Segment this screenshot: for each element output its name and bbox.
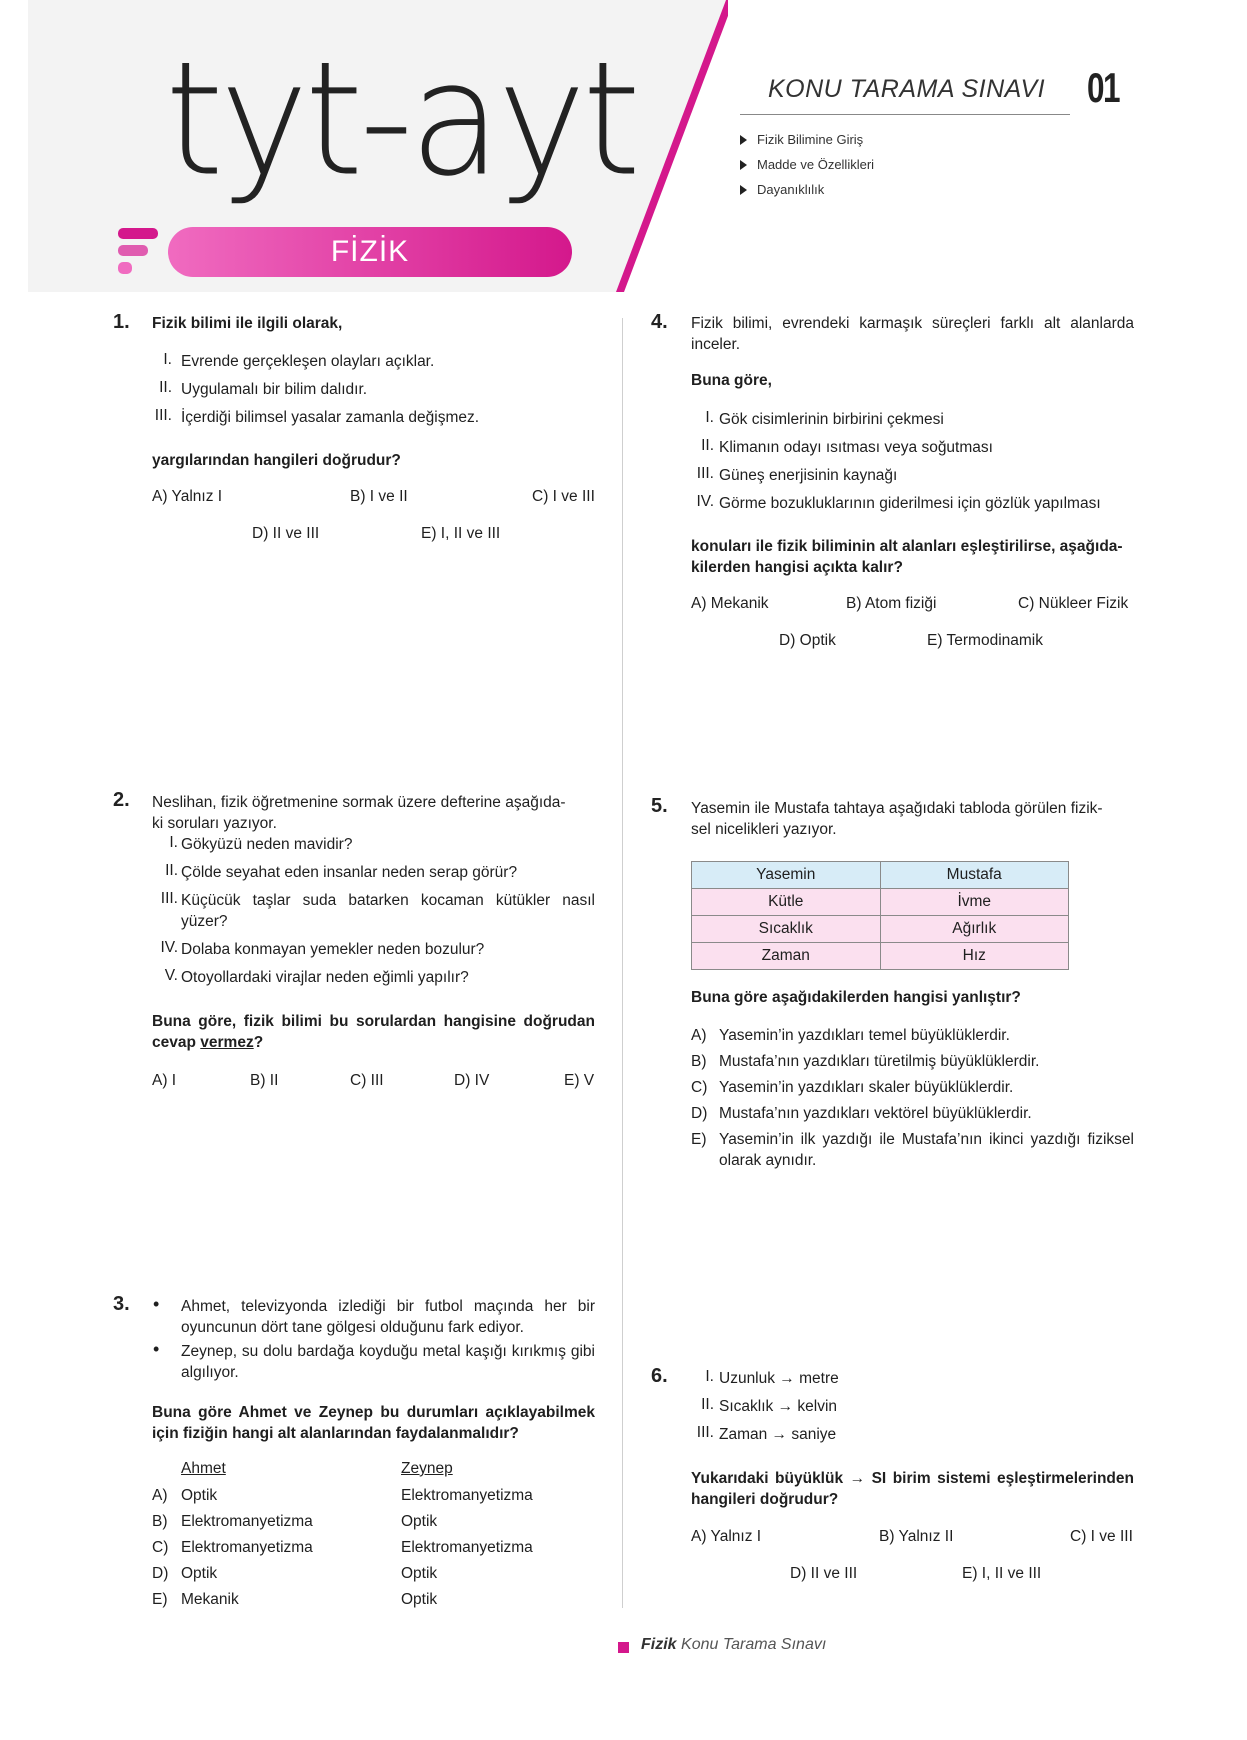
answer-option[interactable]: D) II ve III (252, 525, 320, 542)
triangle-bullet-icon (740, 160, 747, 170)
f-logo-icon (118, 228, 160, 276)
option-letter[interactable]: D) (691, 1105, 708, 1122)
question-1-stem: Fizik bilimi ile ilgili olarak, (152, 315, 343, 332)
bullet-text: Ahmet, televizyonda izlediği bir futbol maçında her bir oyuncunun dört tane gölgesi olduğunu fark ediyor. (181, 1298, 595, 1336)
question-5-stem: sel nicelikleri yazıyor. (691, 821, 837, 838)
footer-square-icon (618, 1642, 629, 1653)
answer-option[interactable]: A) Mekanik (691, 595, 769, 612)
item-numeral: I. (705, 1368, 714, 1385)
option-letter[interactable]: C) (152, 1539, 169, 1556)
option-letter[interactable]: A) (152, 1487, 168, 1504)
answer-option[interactable]: E) I, II ve III (421, 525, 501, 542)
table-row (692, 943, 1069, 970)
table-header-row (692, 862, 1069, 889)
column-divider (622, 318, 623, 1608)
item-text: Gökyüzü neden mavidir? (181, 836, 353, 853)
answer-option[interactable]: C) Nükleer Fizik (1018, 595, 1129, 612)
answer-option[interactable]: C) I ve III (1070, 1528, 1133, 1545)
table-cell: İvme (880, 889, 1069, 916)
item-numeral: II. (165, 862, 178, 879)
footer-label: Fizik Konu Tarama Sınavı (641, 1636, 827, 1653)
bullet-icon: • (153, 1339, 160, 1359)
table-row (692, 889, 1069, 916)
bullet-text: Zeynep, su dolu bardağa koyduğu metal kaşığı kırıkmış gibi algılıyor. (181, 1343, 595, 1381)
answer-option[interactable]: C) III (350, 1072, 384, 1089)
bullet-icon: • (153, 1294, 160, 1314)
item-numeral: V. (164, 967, 178, 984)
item-numeral: III. (160, 890, 178, 907)
option-zeynep: Elektromanyetizma (401, 1487, 533, 1504)
question-4-number: 4. (651, 311, 668, 333)
question-2-stem: ki soruları yazıyor. (152, 815, 277, 832)
triangle-bullet-icon (740, 135, 747, 145)
answer-option[interactable]: A) Yalnız I (691, 1528, 762, 1545)
question-3-prompt: Buna göre Ahmet ve Zeynep bu durumları açıklayabilmek için fiziğin hangi alt alanlarından faydalanmalıdır? (152, 1404, 595, 1442)
answer-option[interactable]: E) I, II ve III (962, 1565, 1042, 1582)
question-2-prompt: Buna göre, fizik bilimi bu sorulardan hangisine doğrudan cevap vermez? (152, 1013, 595, 1051)
topic-item: Madde ve Özellikleri (740, 152, 874, 177)
item-numeral: I. (163, 351, 172, 368)
question-4-stem: Fizik bilimi, evrendeki karmaşık süreçleri farklı alt alanlarda inceler. (691, 315, 1134, 353)
option-zeynep: Optik (401, 1513, 438, 1530)
item-text: Çölde seyahat eden insanlar neden serap görür? (181, 864, 518, 881)
question-5-prompt: Buna göre aşağıdakilerden hangisi yanlıştır? (691, 989, 1021, 1006)
topic-item: Dayanıklılık (740, 177, 874, 202)
answer-option[interactable]: A) I (152, 1072, 177, 1089)
item-text: Dolaba konmayan yemekler neden bozulur? (181, 941, 485, 958)
question-1-number: 1. (113, 311, 130, 333)
table-cell: Kütle (692, 889, 881, 916)
question-4-prompt: kilerden hangisi açıkta kalır? (691, 559, 903, 576)
answer-option[interactable]: B) Yalnız II (879, 1528, 954, 1545)
answer-option[interactable]: D) IV (454, 1072, 490, 1089)
item-text: Uygulamalı bir bilim dalıdır. (181, 381, 368, 398)
answer-option[interactable]: D) Optik (779, 632, 836, 649)
answer-option[interactable]: B) II (250, 1072, 279, 1089)
table-row (692, 916, 1069, 943)
question-3-number: 3. (113, 1293, 130, 1315)
triangle-bullet-icon (740, 185, 747, 195)
item-numeral: I. (705, 409, 714, 426)
option-text: Yasemin’in ilk yazdığı ile Mustafa’nın ikinci yazdığı fiziksel olarak aynıdır. (719, 1131, 1134, 1169)
answer-option[interactable]: E) Termodinamik (927, 632, 1044, 649)
option-zeynep: Optik (401, 1591, 438, 1608)
table-header-cell: Yasemin (692, 862, 881, 889)
subject-banner: FİZİK (168, 227, 572, 277)
table-cell: Ağırlık (880, 916, 1069, 943)
option-text: Yasemin’in yazdıkları skaler büyüklüklerdir. (719, 1079, 1014, 1096)
item-numeral: III. (696, 1424, 714, 1441)
answer-option[interactable]: B) I ve II (350, 488, 408, 505)
item-text: Gök cisimlerinin birbirini çekmesi (719, 411, 944, 428)
item-numeral: IV. (696, 493, 714, 510)
item-text: Otoyollardaki virajlar neden eğimli yapılır? (181, 969, 469, 986)
question-1-prompt: yargılarından hangileri doğrudur? (152, 452, 401, 469)
item-text: Zaman → saniye (719, 1426, 837, 1443)
option-zeynep: Optik (401, 1565, 438, 1582)
table-cell: Sıcaklık (692, 916, 881, 943)
option-letter[interactable]: E) (152, 1591, 168, 1608)
exam-title: KONU TARAMA SINAVI (768, 75, 1046, 103)
option-letter[interactable]: E) (691, 1131, 707, 1148)
column-head-zeynep: Zeynep (401, 1460, 453, 1477)
option-ahmet: Optik (181, 1565, 218, 1582)
question-6-prompt: Yukarıdaki büyüklük → SI birim sistemi eşleştirmelerinden hangileri doğrudur? (691, 1470, 1134, 1508)
question-6-number: 6. (651, 1365, 668, 1387)
table-cell: Hız (880, 943, 1069, 970)
answer-option[interactable]: E) V (564, 1072, 595, 1089)
table-cell: Zaman (692, 943, 881, 970)
item-text: Evrende gerçekleşen olayları açıklar. (181, 353, 435, 370)
answer-option[interactable]: A) Yalnız I (152, 488, 223, 505)
table-header-cell: Mustafa (880, 862, 1069, 889)
question-5-number: 5. (651, 795, 668, 817)
negation-emphasis: vermez (200, 1034, 254, 1051)
option-text: Mustafa’nın yazdıkları vektörel büyüklüklerdir. (719, 1105, 1032, 1122)
option-zeynep: Elektromanyetizma (401, 1539, 533, 1556)
question-5-stem: Yasemin ile Mustafa tahtaya aşağıdaki tabloda görülen fizik- (691, 800, 1103, 817)
item-numeral: II. (701, 437, 714, 454)
item-numeral: II. (159, 379, 172, 396)
title-underline (740, 114, 1070, 115)
option-letter[interactable]: B) (152, 1513, 168, 1530)
option-ahmet: Mekanik (181, 1591, 239, 1608)
answer-option[interactable]: D) II ve III (790, 1565, 858, 1582)
item-text: Küçücük taşlar suda batarken kocaman kütükler nasıl yüzer? (181, 892, 595, 930)
topic-item: Fizik Bilimine Giriş (740, 127, 874, 152)
answer-option[interactable]: B) Atom fiziği (846, 595, 937, 612)
quantities-table (691, 861, 1069, 970)
item-numeral: II. (701, 1396, 714, 1413)
option-letter[interactable]: D) (152, 1565, 169, 1582)
item-text: Güneş enerjisinin kaynağı (719, 467, 898, 484)
item-numeral: I. (169, 834, 178, 851)
answer-option[interactable]: C) I ve III (532, 488, 595, 505)
option-ahmet: Elektromanyetizma (181, 1539, 313, 1556)
column-head-ahmet: Ahmet (181, 1460, 226, 1477)
question-4-prompt: konuları ile fizik biliminin alt alanları eşleştirilirse, aşağıda- (691, 538, 1123, 555)
topic-list (740, 127, 874, 202)
option-ahmet: Optik (181, 1487, 218, 1504)
item-text: İçerdiği bilimsel yasalar zamanla değişmez. (181, 409, 480, 426)
question-2-number: 2. (113, 789, 130, 811)
item-text: Sıcaklık → kelvin (719, 1398, 838, 1415)
item-numeral: III. (696, 465, 714, 482)
option-text: Mustafa’nın yazdıkları türetilmiş büyüklüklerdir. (719, 1053, 1040, 1070)
option-letter[interactable]: C) (691, 1079, 708, 1096)
item-numeral: IV. (160, 939, 178, 956)
option-ahmet: Elektromanyetizma (181, 1513, 313, 1530)
item-text: Klimanın odayı ısıtması veya soğutması (719, 439, 993, 456)
question-2-stem: Neslihan, fizik öğretmenine sormak üzere defterine aşağıda- (152, 794, 566, 811)
item-numeral: III. (154, 407, 172, 424)
question-4-lead: Buna göre, (691, 372, 772, 389)
item-text: Uzunluk → metre (719, 1370, 839, 1387)
exam-number: 01 (1087, 64, 1120, 111)
item-text: Görme bozukluklarının giderilmesi için gözlük yapılması (719, 495, 1101, 512)
option-text: Yasemin’in yazdıkları temel büyüklüklerdir. (719, 1027, 1010, 1044)
option-letter[interactable]: B) (691, 1053, 707, 1070)
brand-logo: tyt-ayt (165, 28, 638, 212)
option-letter[interactable]: A) (691, 1027, 707, 1044)
